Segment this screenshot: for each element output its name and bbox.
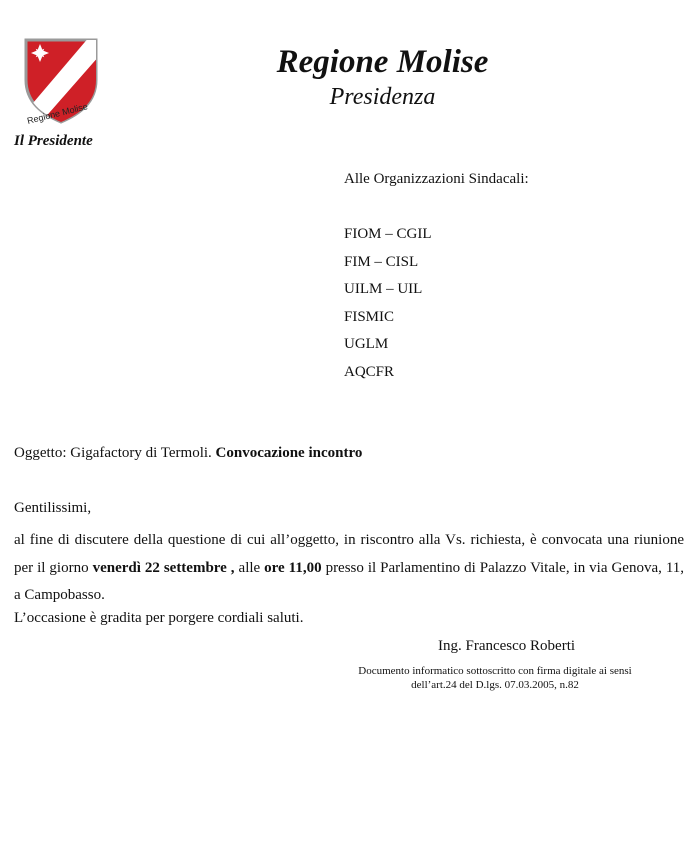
body-text-a: al fine di discutere della questione di cui all’oggetto, in riscontro alla Vs. richiesta, è convocata una riunione per il giorno <box>14 532 684 576</box>
president-label: Il Presidente <box>14 133 93 149</box>
org-subtitle: Presidenza <box>329 84 436 110</box>
greeting: Gentilissimi, <box>14 500 92 516</box>
recipients-intro: Alle Organizzazioni Sindacali: <box>344 171 529 187</box>
recipient-item: AQCFR <box>344 363 395 380</box>
closing-line: L’occasione è gradita per porgere cordiali saluti. <box>14 610 304 626</box>
signature-note-line: dell’art.24 del D.lgs. 07.03.2005, n.82 <box>411 679 579 691</box>
subject-bold: Convocazione incontro <box>215 445 363 461</box>
recipient-list <box>344 225 432 390</box>
body-text-b: alle <box>238 559 261 576</box>
meeting-date: venerdì 22 settembre , <box>92 559 235 576</box>
digital-signature-note <box>340 664 650 692</box>
body-paragraph <box>14 527 684 610</box>
org-name: Regione Molise <box>276 44 489 80</box>
body-text-c: presso il Parlamentino di Palazzo Vitale, in via Genova, 11, a Campobasso. <box>14 559 685 603</box>
recipient-item: UILM – UIL <box>344 281 423 297</box>
recipient-item: UGLM <box>344 336 389 352</box>
meeting-time: ore 11,00 <box>264 559 322 576</box>
subject-label: Oggetto: Gigafactory di Termoli. <box>14 445 212 461</box>
signature-note-line: Documento informatico sottoscritto con firma digitale ai sensi <box>358 665 632 677</box>
recipient-item: FIOM – CGIL <box>344 226 432 242</box>
subject-line <box>14 445 362 462</box>
recipient-item: FIM – CISL <box>344 253 419 270</box>
signer-name: Ing. Francesco Roberti <box>438 638 576 654</box>
recipient-item: FISMIC <box>344 308 395 325</box>
logo-caption: Regione Molise <box>26 101 89 126</box>
